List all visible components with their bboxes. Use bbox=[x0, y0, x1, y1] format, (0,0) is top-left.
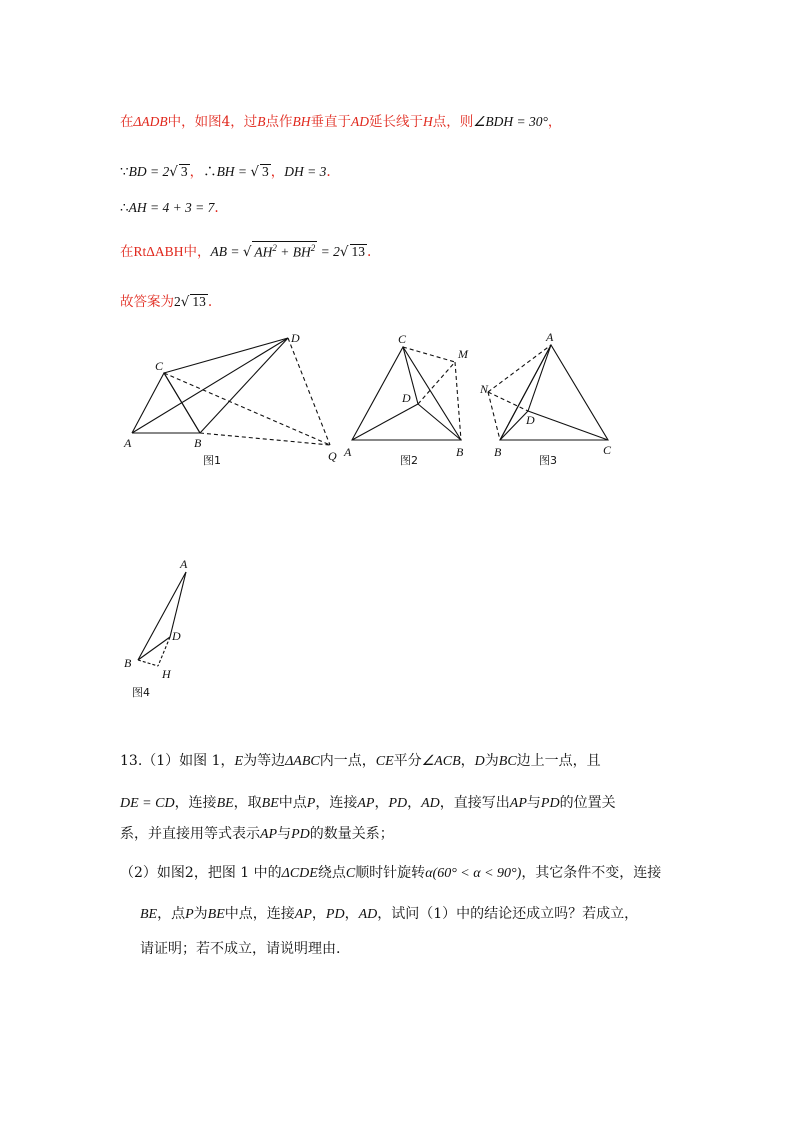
solution-line-1: 在ΔADB中，如图4，过B点作BH垂直于AD延长线于H点，则∠BDH = 30°， bbox=[120, 114, 562, 130]
figure-1 bbox=[132, 338, 330, 445]
problem13-line-3: 系，并直接用等式表示AP与PD的数量关系； bbox=[120, 826, 394, 842]
fig1-label-c: C bbox=[155, 359, 164, 373]
problem13-line-5: BE，点P为BE中点，连接AP，PD，AD，试问（1）中的结论还成立吗？若成立， bbox=[140, 906, 639, 922]
fig3-label-c: C bbox=[603, 443, 612, 457]
problem13-line-1: 13.（1）如图 1，E为等边ΔABC内一点，CE平分∠ACB，D为BC边上一点，且 bbox=[120, 753, 601, 769]
fig4-label-b: B bbox=[124, 656, 132, 670]
figure-3 bbox=[488, 345, 608, 440]
fig1-caption: 图1 bbox=[203, 454, 221, 467]
fig3-label-n: N bbox=[480, 382, 489, 396]
fig1-label-a: A bbox=[124, 436, 132, 450]
fig2-label-a: A bbox=[344, 445, 352, 459]
fig4-label-d: D bbox=[172, 629, 181, 643]
problem13-line-6: 请证明；若不成立，请说明理由. bbox=[140, 941, 341, 957]
fig3-label-d: D bbox=[526, 413, 535, 427]
fig3-label-b: B bbox=[494, 445, 502, 459]
solution-line-2: ∵BD = 2√ 3 ，∴BH = √ 3 ，DH = 3. bbox=[120, 164, 331, 180]
problem13-line-2: DE = CD，连接BE，取BE中点P，连接AP，PD，AD，直接写出AP与PD的位置关 bbox=[120, 795, 616, 811]
fig2-label-d: D bbox=[402, 391, 411, 405]
fig2-label-b: B bbox=[456, 445, 464, 459]
solution-line-5: 故答案为2√ 13 . bbox=[120, 294, 213, 310]
fig4-label-a: A bbox=[180, 557, 188, 571]
fig4-label-h: H bbox=[162, 667, 171, 681]
fig1-label-q: Q bbox=[328, 449, 337, 463]
figure-4 bbox=[138, 572, 186, 666]
fig3-caption: 图3 bbox=[539, 454, 557, 467]
fig2-caption: 图2 bbox=[400, 454, 418, 467]
solution-line-3: ∴AH = 4 + 3 = 7. bbox=[120, 200, 219, 216]
fig1-label-d: D bbox=[291, 331, 300, 345]
solution-line-4: 在RtΔABH中，AB = √ $AH^2 + BH^2 = 2√$ 13 . bbox=[120, 242, 372, 260]
fig1-label-b: B bbox=[194, 436, 202, 450]
fig4-caption: 图4 bbox=[132, 686, 150, 699]
fig3-label-a: A bbox=[546, 330, 554, 344]
problem13-line-4: （2）如图2，把图 1 中的ΔCDE绕点C顺时针旋转α(60° < α < 90°)，其它条件不变，连接 bbox=[120, 865, 662, 881]
fig2-label-c: C bbox=[398, 332, 407, 346]
fig2-label-m: M bbox=[458, 347, 468, 361]
